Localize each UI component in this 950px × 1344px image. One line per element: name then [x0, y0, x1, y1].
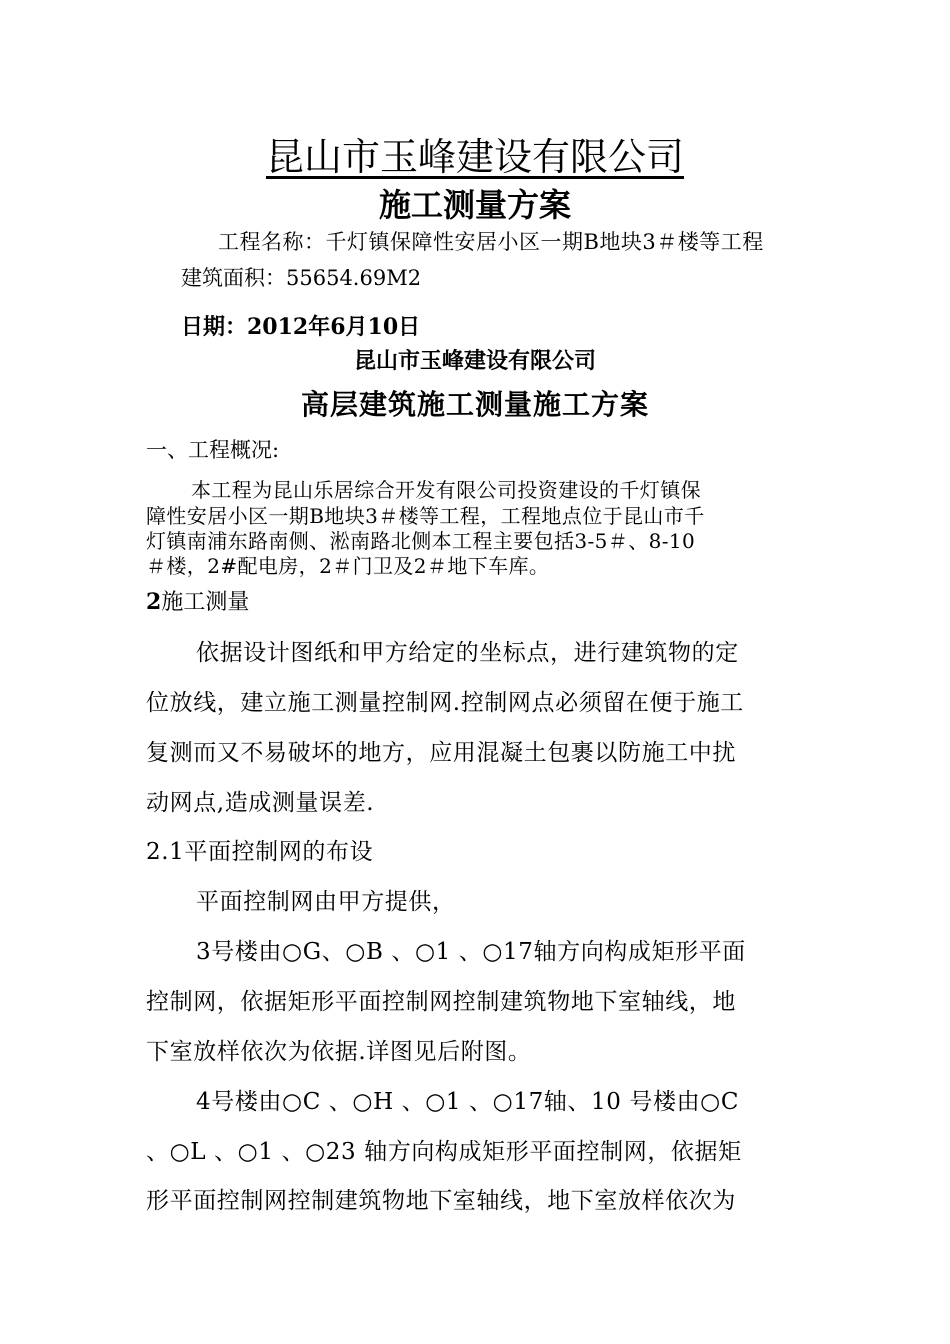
- body-line: 控制网，依据矩形平面控制网控制建筑物地下室轴线，地: [146, 989, 736, 1015]
- body-line: 4号楼由○C 、○H 、○1 、○17轴、10 号楼由○C: [196, 1089, 740, 1115]
- body-line: 3号楼由○G、○B 、○1 、○17轴方向构成矩形平面: [196, 939, 746, 965]
- overview-line: 灯镇南浦东路南侧、淞南路北侧本工程主要包括3-5＃、8-10: [146, 529, 696, 553]
- plan-title: 施工测量方案: [378, 186, 571, 224]
- project-name: 工程名称：千灯镇保障性安居小区一期B地块3＃楼等工程: [218, 230, 764, 254]
- body-line: 平面控制网由甲方提供，: [196, 889, 456, 915]
- body-line: 形平面控制网控制建筑物地下室轴线，地下室放样依次为: [146, 1188, 736, 1214]
- body-line: 位放线，建立施工测量控制网.控制网点必须留在便于施工: [146, 690, 744, 716]
- subsection-heading: 2.1平面控制网的布设: [146, 839, 374, 865]
- section-2-title: 施工测量: [161, 590, 250, 615]
- company-name-subheading: 昆山市玉峰建设有限公司: [353, 348, 596, 374]
- body-line: 动网点,造成测量误差.: [146, 790, 375, 816]
- building-area: 建筑面积：55654.69M2: [181, 266, 422, 290]
- body-line: 、○L 、○1 、○23 轴方向构成矩形平面控制网，依据矩: [146, 1139, 742, 1165]
- body-line: 下室放样依次为依据.详图见后附图。: [146, 1039, 532, 1065]
- section-2-number: 2: [146, 589, 162, 615]
- document-date: 日期：2012年6月10日: [181, 314, 421, 340]
- overview-line: 障性安居小区一期B地块3＃楼等工程，工程地点位于昆山市千: [146, 504, 705, 528]
- company-name-heading: 昆山市玉峰建设有限公司: [265, 135, 684, 179]
- section-2-heading: [146, 585, 249, 616]
- body-line: 复测而又不易破坏的地方，应用混凝土包裹以防施工中扰: [146, 740, 736, 766]
- document-title: 高层建筑施工测量施工方案: [300, 388, 649, 421]
- section-1-heading: 一、工程概况:: [146, 438, 280, 462]
- overview-line: 本工程为昆山乐居综合开发有限公司投资建设的千灯镇保: [191, 478, 701, 502]
- overview-line: ＃楼，2#配电房，2＃门卫及2＃地下车库。: [146, 554, 550, 578]
- body-line: 依据设计图纸和甲方给定的坐标点，进行建筑物的定: [196, 640, 739, 666]
